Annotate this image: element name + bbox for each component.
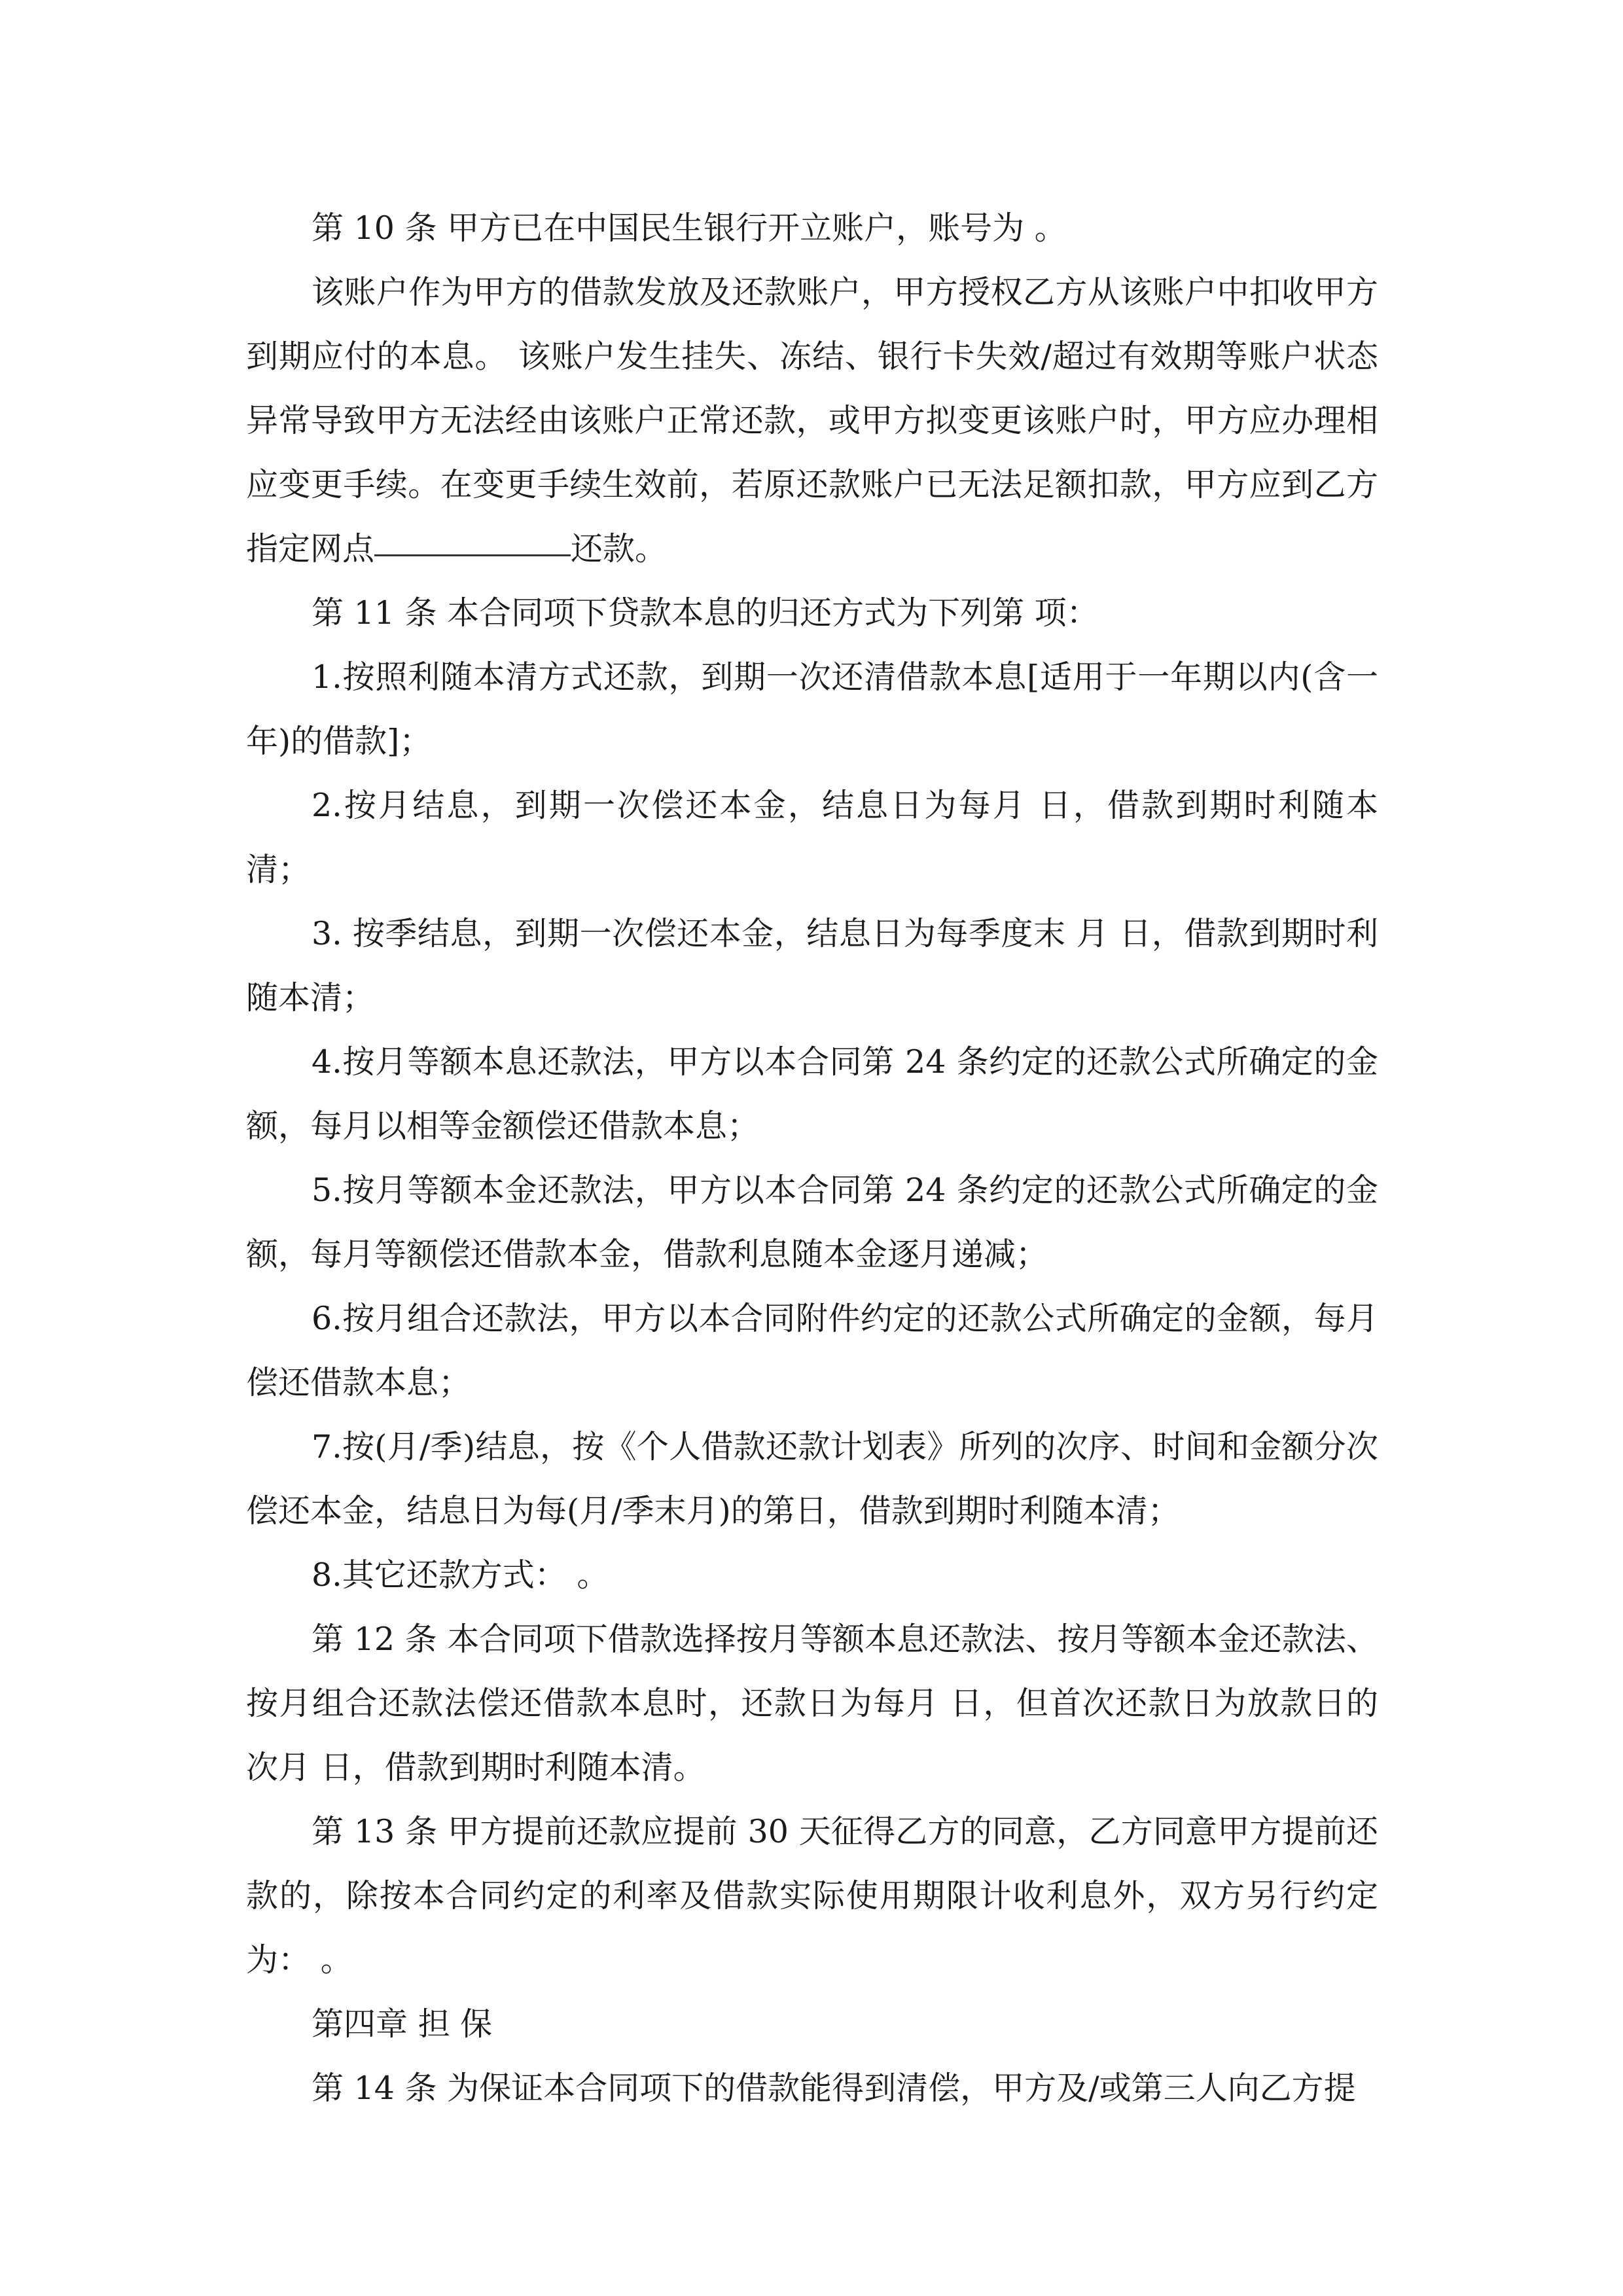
account-terms-tail: 还款。 (571, 530, 668, 567)
repayment-option-8: 8.其它还款方式： 。 (312, 1556, 609, 1594)
article-11-heading: 第 11 条 本合同项下贷款本息的归还方式为下列第 项： (312, 594, 1099, 632)
repayment-option-2: 2.按月结息，到期一次偿还本金，结息日为每月 日，借款到期时利随本清； (246, 787, 1378, 888)
contract-body (246, 196, 1378, 2121)
repayment-option-3: 3. 按季结息，到期一次偿还本金，结息日为每季度末 月 日，借款到期时利随本清； (246, 915, 1378, 1016)
branch-blank-line (374, 554, 571, 556)
repayment-option-7: 7.按(月/季)结息，按《个人借款还款计划表》所列的次序、时间和金额分次偿还本金，结息日为每(月/季末月)的第日，借款到期时利随本清； (246, 1428, 1378, 1530)
article-12: 第 12 条 本合同项下借款选择按月等额本息还款法、按月等额本金还款法、按月组合还款法偿还借款本息时，还款日为每月 日，但首次还款日为放款日的次月 日，借款到期时利随本清。 (246, 1621, 1378, 1786)
account-terms-text: 该账户作为甲方的借款发放及还款账户，甲方授权乙方从该账户中扣收甲方到期应付的本息。 该账户发生挂失、冻结、银行卡失效/超过有效期等账户状态异常导致甲方无法经由该账户正常还款，或甲方拟变更该账户时，甲方应办理相应变更手续。在变更手续生效前，若原还款账户已无法足额扣款，甲方应到乙方指定网点 (246, 274, 1378, 567)
article-14: 第 14 条 为保证本合同项下的借款能得到清偿，甲方及/或第三人向乙方提 (312, 2070, 1356, 2107)
repayment-option-1: 1.按照利随本清方式还款，到期一次还清借款本息[适用于一年期以内(含一年)的借款]； (246, 658, 1378, 760)
repayment-option-4: 4.按月等额本息还款法，甲方以本合同第 24 条约定的还款公式所确定的金额，每月以相等金额偿还借款本息； (246, 1043, 1378, 1145)
repayment-option-5: 5.按月等额本金还款法，甲方以本合同第 24 条约定的还款公式所确定的金额，每月等额偿还借款本金，借款利息随本金逐月递减； (246, 1172, 1378, 1273)
article-13: 第 13 条 甲方提前还款应提前 30 天征得乙方的同意，乙方同意甲方提前还款的，除按本合同约定的利率及借款实际使用期限计收利息外，双方另行约定为： 。 (246, 1813, 1378, 1979)
article-10-heading: 第 10 条 甲方已在中国民生银行开立账户，账号为 。 (312, 209, 1067, 247)
article-10-account-terms (246, 260, 1378, 581)
chapter-4-heading: 第四章 担 保 (312, 2005, 493, 2043)
repayment-option-6: 6.按月组合还款法，甲方以本合同附件约定的还款公式所确定的金额，每月偿还借款本息； (246, 1300, 1378, 1401)
